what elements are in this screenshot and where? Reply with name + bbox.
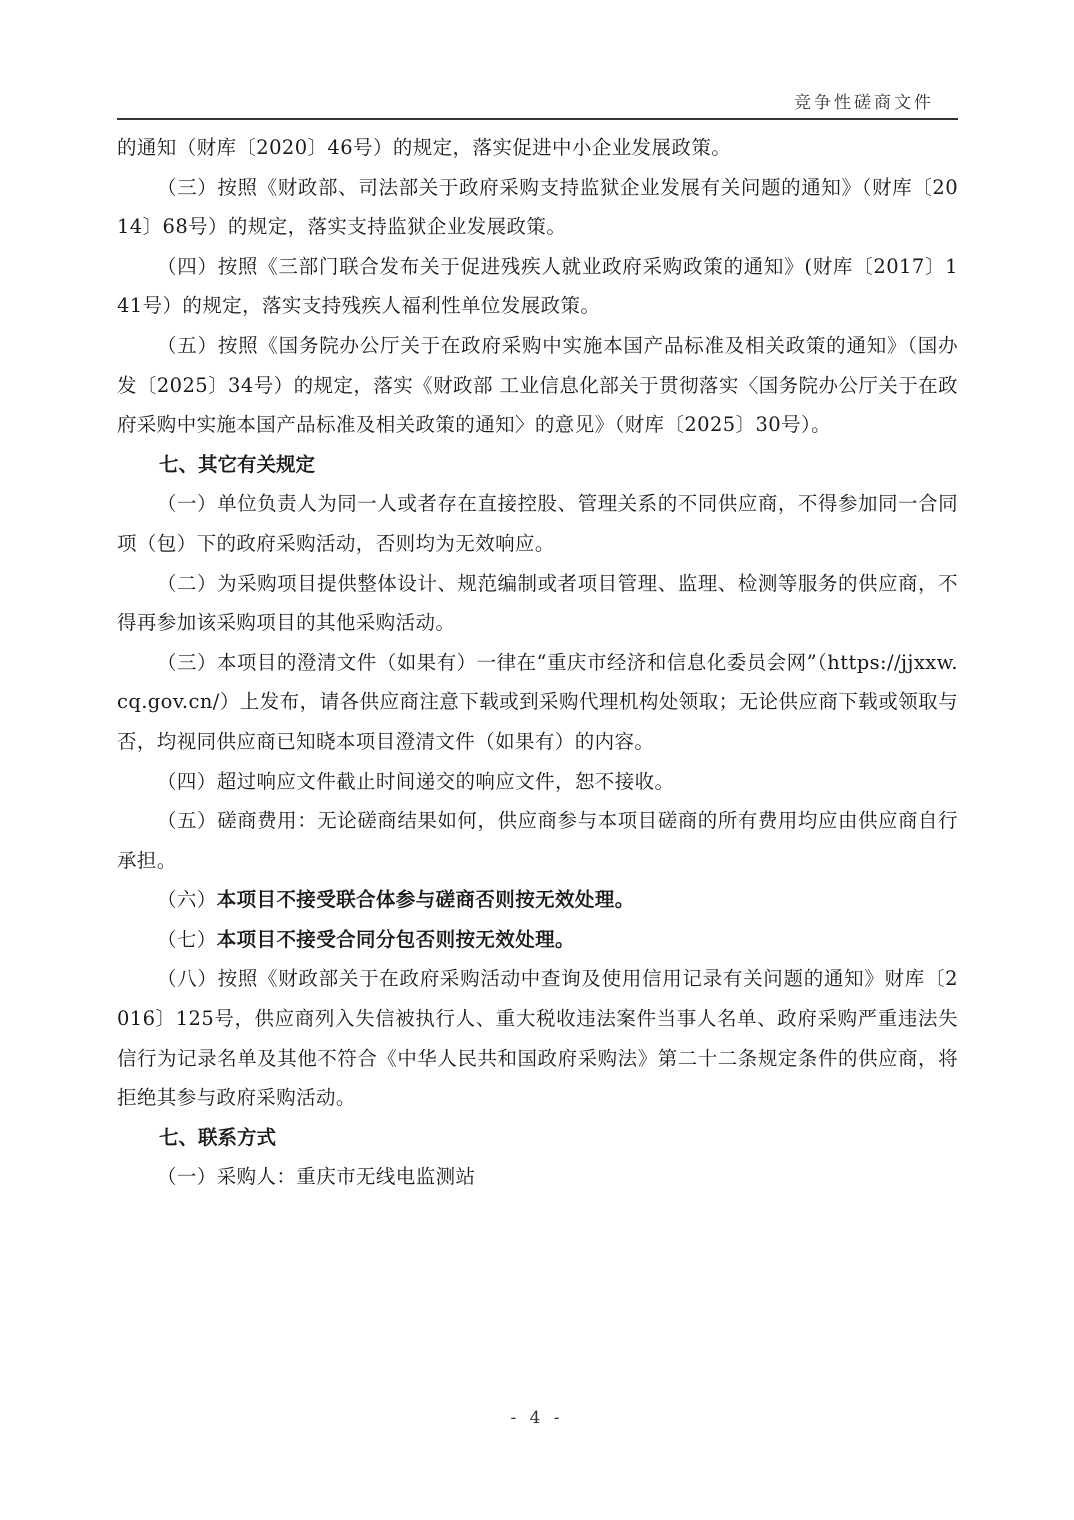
document-type-title: 竞争性磋商文件 [794, 93, 934, 113]
provision-item-8: （八）按照《财政部关于在政府采购活动中查询及使用信用记录有关问题的通知》财库〔2016〕125号，供应商列入失信被执行人、重大税收违法案件当事人名单、政府采购严重违法失信行为记录名单及其他不符合《中华人民共和国政府采购法》第二十二条规定条件的供应商，将拒绝其参与政府采购活动。 [117, 967, 958, 1110]
section-heading-contact: 七、联系方式 [159, 1125, 277, 1149]
provision-item-2: （二）为采购项目提供整体设计、规范编制或者项目管理、监理、检测等服务的供应商，不得再参加该采购项目的其他采购活动。 [117, 571, 958, 635]
contact-purchaser: （一）采购人：重庆市无线电监测站 [157, 1165, 476, 1189]
paragraph-policy-4: （四）按照《三部门联合发布关于促进残疾人就业政府采购政策的通知》(财库〔2017〕141号）的规定，落实支持残疾人福利性单位发展政策。 [117, 254, 958, 318]
provision-item-5: （五）磋商费用：无论磋商结果如何，供应商参与本项目磋商的所有费用均应由供应商自行承担。 [117, 809, 958, 872]
document-body [117, 128, 958, 1197]
provision-item-7 [117, 920, 958, 960]
paragraph-policy-3: （三）按照《财政部、司法部关于政府采购支持监狱企业发展有关问题的通知》（财库〔2014〕68号）的规定，落实支持监狱企业发展政策。 [117, 175, 958, 239]
provision-item-6-prefix: （六） [157, 888, 217, 912]
provision-item-3: （三）本项目的澄清文件（如果有）一律在“重庆市经济和信息化委员会网”（https://jjxxw.cq.gov.cn/）上发布，请各供应商注意下载或到采购代理机构处领取；无论供应商下载或领取与否，均视同供应商已知晓本项目澄清文件（如果有）的内容。 [117, 650, 958, 753]
provision-item-6-text: 本项目不接受联合体参与磋商否则按无效处理。 [216, 888, 635, 912]
page-header [117, 86, 958, 120]
provision-item-1: （一）单位负责人为同一人或者存在直接控股、管理关系的不同供应商，不得参加同一合同项（包）下的政府采购活动，否则均为无效响应。 [117, 492, 958, 555]
section-heading-other-provisions: 七、其它有关规定 [159, 452, 316, 476]
provision-item-7-text: 本项目不接受合同分包否则按无效处理。 [216, 927, 575, 951]
provision-item-4: （四）超过响应文件截止时间递交的响应文件，恕不接收。 [157, 769, 675, 793]
paragraph-continuation: 的通知（财库〔2020〕46号）的规定，落实促进中小企业发展政策。 [117, 136, 732, 159]
page-number: - 4 - [510, 1408, 564, 1428]
provision-item-6 [117, 880, 958, 920]
provision-item-7-prefix: （七） [157, 927, 217, 951]
paragraph-policy-5: （五）按照《国务院办公厅关于在政府采购中实施本国产品标准及相关政策的通知》（国办发〔2025〕34号）的规定，落实《财政部 工业信息化部关于贯彻落实〈国务院办公厅关于在政府采购中实施本国产品标准及相关政策的通知〉的意见》（财库〔2025〕30号）。 [117, 333, 958, 437]
